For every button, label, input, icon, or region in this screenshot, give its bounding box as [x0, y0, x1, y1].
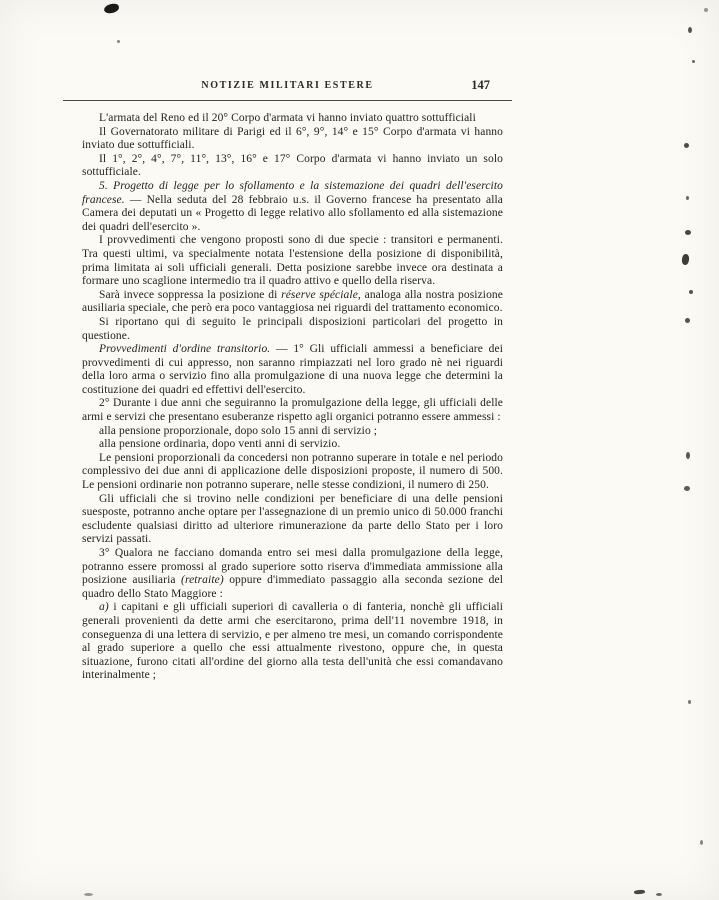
header-rule: [63, 100, 512, 101]
italic-run: Provvedimenti d'ordine transitorio.: [99, 343, 271, 356]
text-run: alla pensione ordinaria, dopo venti anni di servizio.: [99, 438, 341, 451]
ink-speck: [704, 8, 708, 12]
ink-speck: [688, 700, 691, 704]
paragraph: [82, 316, 503, 343]
text-run: — Nella seduta del 28 febbraio u.s. il Governo francese ha presentato alla Camera dei deputati un « Progetto di legge relativo allo sfollamento ed alla sistemazione dei quadri dell'esercito ».: [82, 193, 503, 233]
page-body: [82, 112, 503, 683]
italic-run: réserve spéciale: [281, 288, 358, 301]
text-run: oppure d'immediato passaggio alla seconda sezione del quadro dello Stato Maggiore :: [82, 574, 503, 600]
paragraph: [82, 493, 503, 547]
page-number: 147: [471, 78, 490, 92]
ink-speck: [685, 318, 690, 323]
paragraph: [82, 289, 503, 316]
paragraph: [82, 425, 503, 439]
italic-run: 5. Progetto di legge per lo sfollamento e la sistemazione dei quadri dell'esercito francese.: [82, 179, 503, 206]
paragraph: [82, 126, 503, 153]
ink-speck: [686, 452, 690, 459]
text-run: , analoga alla nostra posizione ausiliaria speciale, che però era poco vantaggiosa nei riguardi del trattamento economico.: [82, 288, 503, 315]
ink-speck: [688, 27, 692, 33]
ink-speck: [681, 254, 689, 266]
paragraph: [82, 112, 503, 126]
paragraph: [82, 438, 503, 452]
paragraph: [82, 397, 503, 424]
text-run: 2° Durante i due anni che seguiranno la promulgazione della legge, gli ufficiali delle armi e servizi che presentano esuberanze rispetto agli organici potranno essere ammessi :: [82, 397, 503, 424]
ink-speck: [685, 230, 691, 235]
ink-speck: [686, 196, 689, 200]
running-title: NOTIZIE MILITARI ESTERE: [201, 80, 374, 91]
text-run: Il 1°, 2°, 4°, 7°, 11°, 13°, 16° e 17° Corpo d'armata vi hanno inviato un solo sottufficiale.: [82, 152, 503, 179]
ink-speck: [656, 893, 662, 896]
text-run: Sarà invece soppressa la posizione di: [99, 288, 282, 301]
paragraph: [82, 343, 503, 397]
text-run: Le pensioni proporzionali da concedersi non potranno superare in totale e nel periodo complessivo dei due anni di applicazione delle disposizioni proposte, il numero di 500. Le pensioni ordinarie non potranno superare, nelle stesse condizioni, il numero di 250.: [82, 451, 503, 492]
text-run: Il Governatorato militare di Parigi ed il 6°, 9°, 14° e 15° Corpo d'armata vi hanno inviato due sottufficiali.: [82, 125, 503, 152]
text-run: Gli ufficiali che si trovino nelle condizioni per beneficiare di una delle pensioni suesposte, potranno anche optare per l'assegnazione di un premio unico di 50.000 franchi escludente qualsiasi diritto ad ulteriore rimunerazione da parte dello Stato per i loro servizi passati.: [82, 492, 503, 546]
paragraph: [82, 547, 503, 601]
paragraph: [82, 601, 503, 683]
text-run: alla pensione proporzionale, dopo solo 15 anni di servizio ;: [99, 424, 378, 437]
ink-speck: [103, 3, 119, 14]
page-header: [63, 80, 512, 96]
ink-speck: [689, 290, 693, 294]
paragraph: [82, 153, 503, 180]
italic-run: (retraite): [181, 574, 224, 587]
paragraph: [82, 234, 503, 288]
italic-run: a): [99, 601, 109, 614]
text-run: L'armata del Reno ed il 20° Corpo d'armata vi hanno inviato quattro sottufficiali: [99, 112, 476, 124]
ink-speck: [700, 840, 703, 845]
paragraph: [82, 452, 503, 493]
text-run: Si riportano qui di seguito le principali disposizioni particolari del progetto in questione.: [82, 315, 503, 342]
text-run: i capitani e gli ufficiali superiori di cavalleria o di fanteria, nonchè gli ufficiali generali provenienti da dette armi che esercitarono, prima dell'11 novembre 1918, in conseguenza di una lettera di servizio, e per almeno tre mesi, un comando corrispondente al grado superiore a quello che essi attualmente rivestono, oppure che, in questa situazione, furono citati all'ordine del giorno alla testa dell'unità che essi comandavano interinalmente ;: [82, 601, 503, 682]
ink-speck: [684, 486, 690, 491]
text-run: — 1° Gli ufficiali ammessi a beneficiare dei provvedimenti di cui appresso, non saranno rimpiazzati nel loro grado nè nei riguardi della loro arma o servizio fino alla promulgazione di una nuova legge che determini la costituzione dei quadri ed effettivi dell'esercito.: [82, 343, 503, 396]
ink-speck: [692, 60, 695, 63]
ink-speck: [684, 143, 689, 148]
paragraph: [82, 180, 503, 234]
text-run: I provvedimenti che vengono proposti sono di due specie : transitori e permanenti. Tra questi ultimi, va specialmente notata l'estensione della posizione di disponibilità, prima limitata ai soli ufficiali generali. Detta posizione sarebbe invece ora destinata a formare uno scaglione intermedio tra il quadro attivo e quello della riserva.: [82, 234, 503, 288]
ink-speck: [84, 893, 93, 896]
ink-speck: [117, 40, 120, 43]
ink-speck: [634, 890, 645, 895]
text-run: 3° Qualora ne facciano domanda entro sei mesi dalla promulgazione della legge, potranno essere promossi al grado superiore sotto riserva d'immediata ammissione alla posizione ausiliaria: [82, 547, 503, 587]
